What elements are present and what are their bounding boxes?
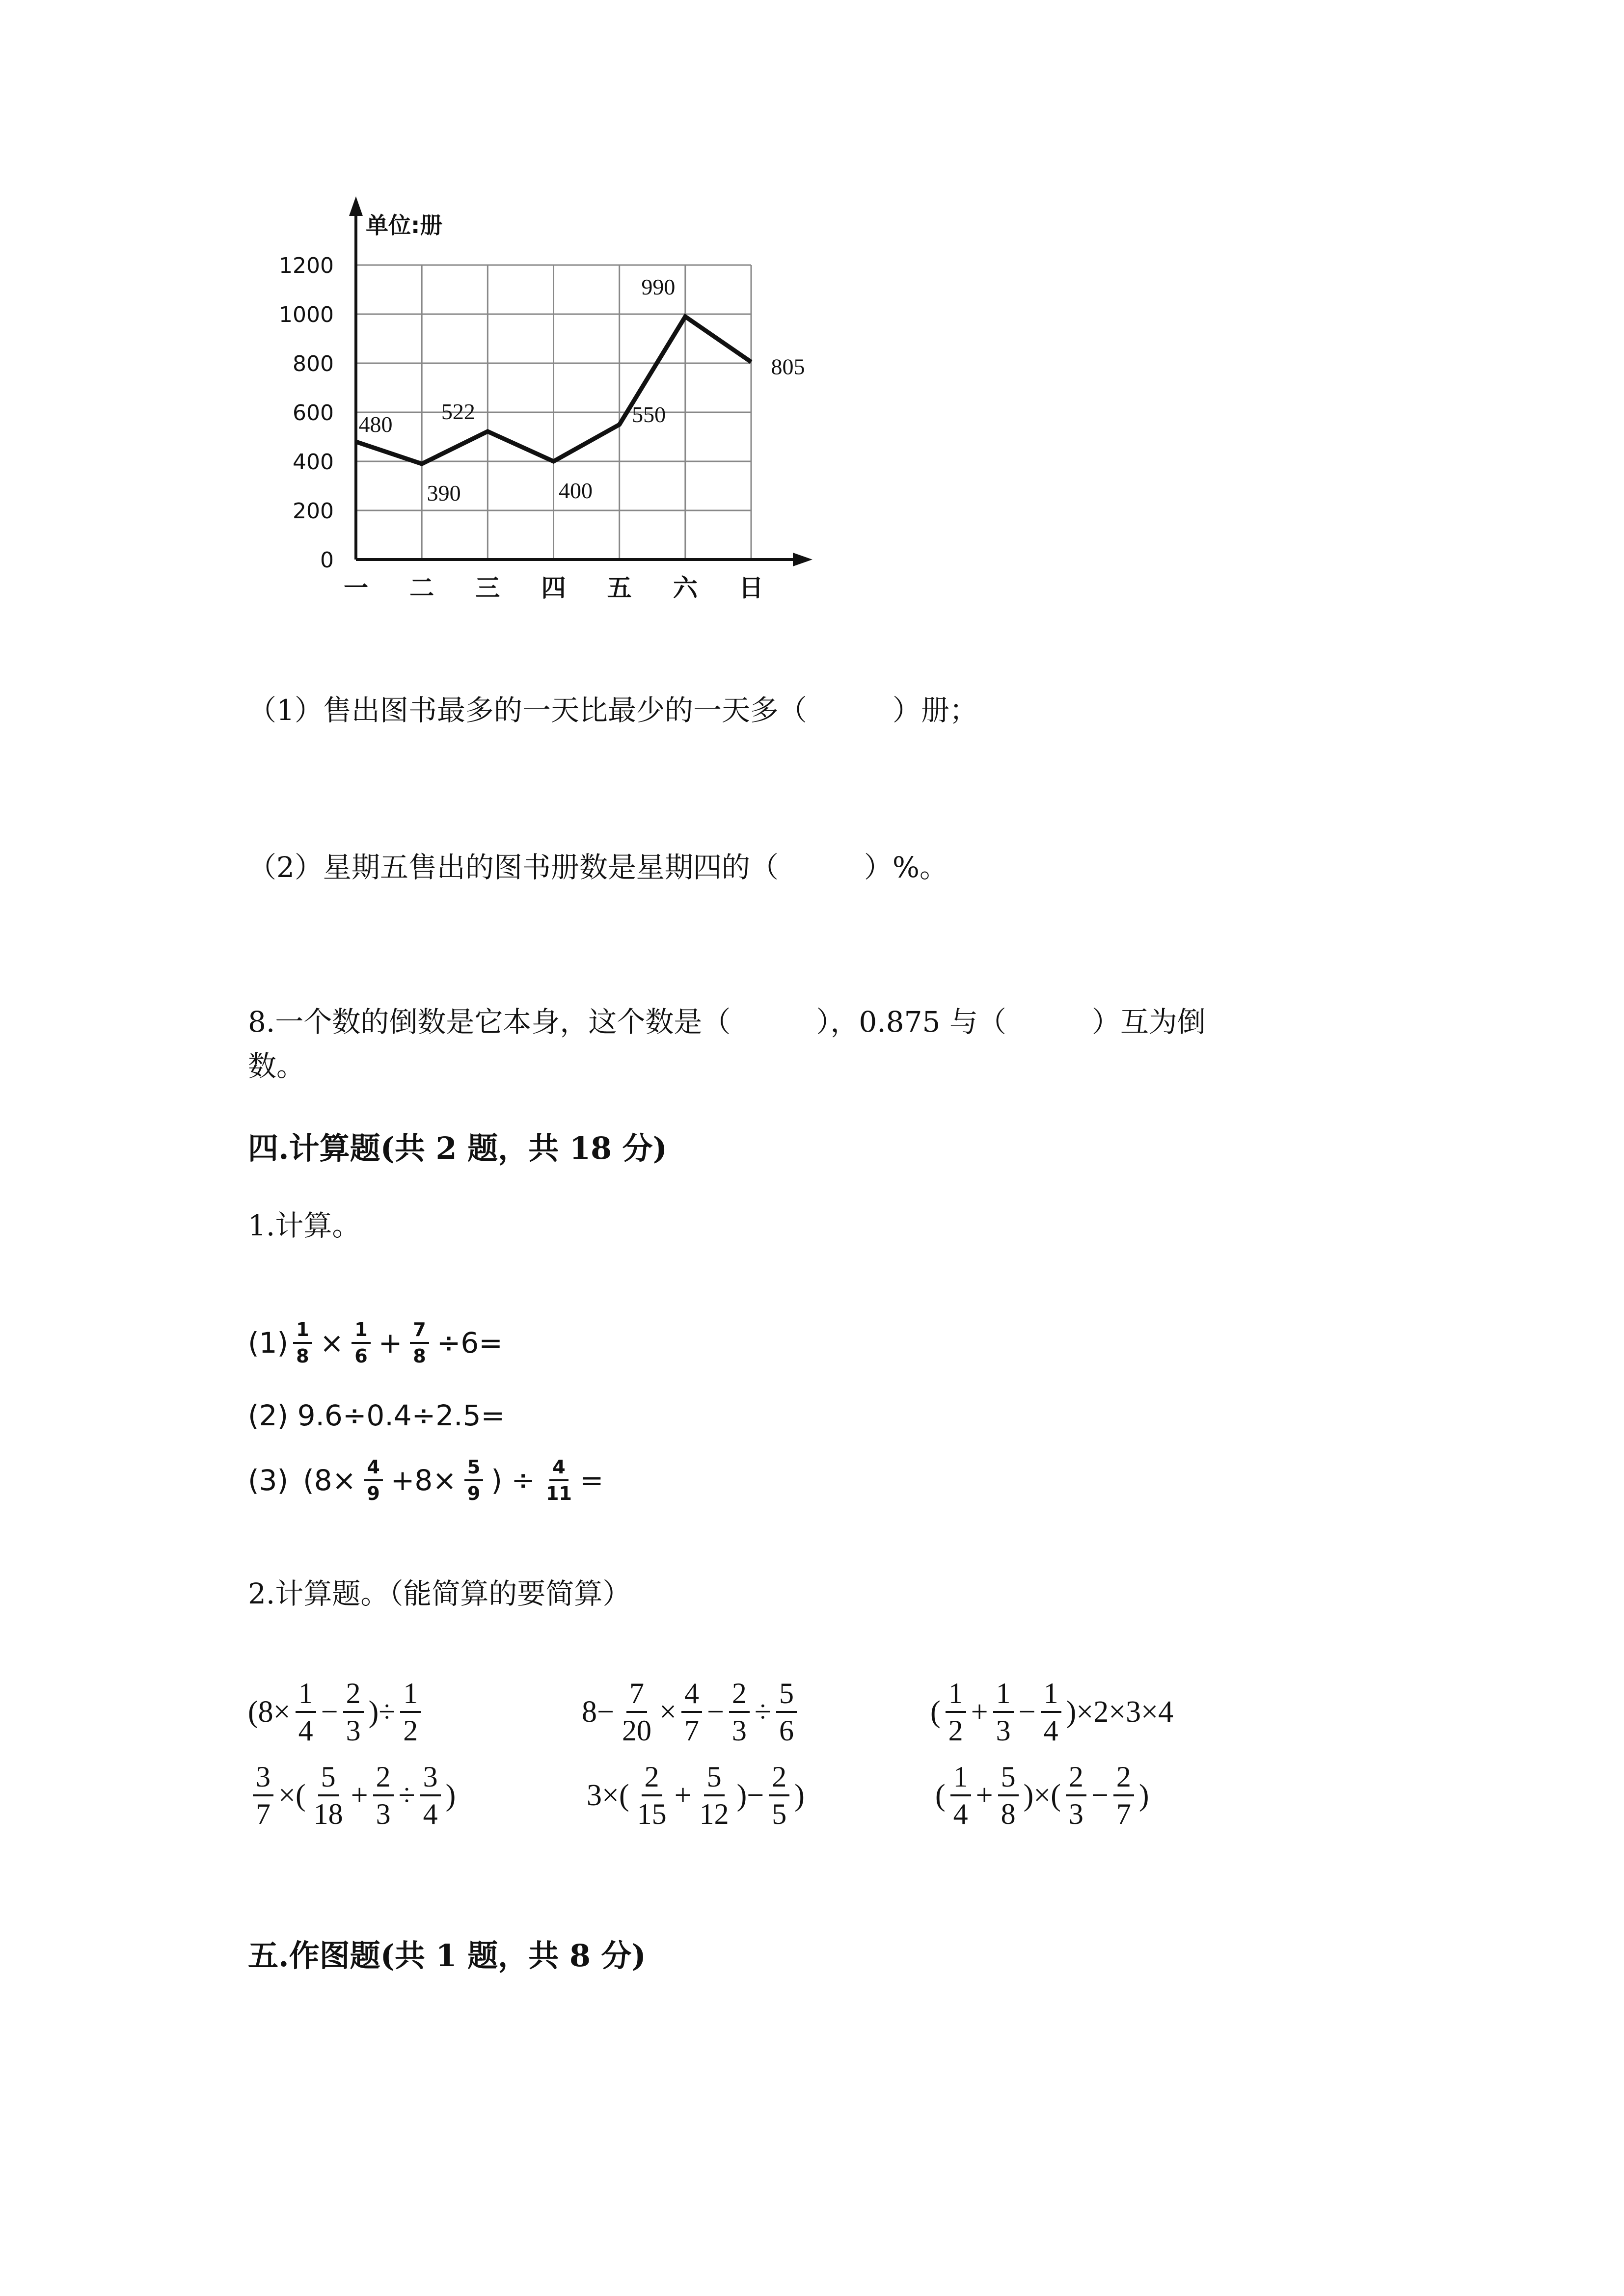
x-category-label: 二 xyxy=(409,574,434,602)
fraction: $\frac{2}{7}$ xyxy=(1113,1762,1134,1829)
fraction: $\frac{2}{3}$ xyxy=(373,1762,394,1829)
y-tick-label: 600 xyxy=(293,400,334,426)
book-sales-line-chart xyxy=(255,187,844,618)
calc-question-1-title: 1.计算。 xyxy=(248,1209,361,1242)
expression-c: ( $\frac{1}{2}$ + $\frac{1}{3}$ − $\frac{1}{4}$ )×2×3×4 xyxy=(930,1677,1174,1747)
calc-item-2: (2) 9.6÷0.4÷2.5= xyxy=(248,1399,505,1432)
y-tick-label: 0 xyxy=(320,548,334,573)
y-tick-label: 1000 xyxy=(279,302,334,327)
x-category-label: 日 xyxy=(739,574,763,602)
data-label: 400 xyxy=(559,478,593,503)
data-label: 990 xyxy=(641,274,676,299)
data-label: 480 xyxy=(358,412,393,437)
fraction: $\frac{5}{12}$ xyxy=(699,1761,729,1830)
x-category-label: 三 xyxy=(475,574,500,602)
y-axis-arrow xyxy=(349,196,363,216)
section-4-heading: 四.计算题(共 2 题，共 18 分) xyxy=(248,1130,668,1166)
data-label: 390 xyxy=(427,481,461,506)
fraction: $\frac{1}{8}$ xyxy=(293,1320,312,1365)
fraction: $\frac{4}{7}$ xyxy=(681,1679,702,1745)
data-label: 805 xyxy=(771,354,805,379)
fraction: $\frac{1}{6}$ xyxy=(352,1320,370,1365)
y-tick-label: 1200 xyxy=(279,253,334,278)
question-7-part-2: （2）星期五售出的图书册数是星期四的（ ）%。 xyxy=(248,851,948,884)
fraction: $\frac{3}{4}$ xyxy=(420,1762,441,1829)
y-tick-label: 400 xyxy=(293,450,334,475)
expression-b: 8− $\frac{7}{20}$ × $\frac{4}{7}$ − $\frac{2}{3}$ ÷ $\frac{5}{6}$ xyxy=(582,1679,802,1745)
fraction: $\frac{1}{4}$ xyxy=(296,1679,316,1745)
calc-item-1: (1) $\frac{1}{8}$ × $\frac{1}{6}$ + $\frac{7}{8}$ ÷6= xyxy=(248,1319,503,1367)
fraction: $\frac{2}{3}$ xyxy=(343,1679,364,1745)
x-category-label: 五 xyxy=(607,574,632,602)
calc-question-2-title: 2.计算题。（能简算的要简算） xyxy=(248,1577,631,1610)
fraction: $\frac{7}{20}$ xyxy=(622,1677,651,1747)
fraction: $\frac{4}{11}$ xyxy=(546,1456,572,1504)
fraction: $\frac{3}{7}$ xyxy=(253,1762,273,1829)
calc-item-3: (3) (8× $\frac{4}{9}$ +8× $\frac{5}{9}$ ) ÷ $\frac{4}{11}$ = xyxy=(248,1456,604,1504)
expression-f: ( $\frac{1}{4}$ + $\frac{5}{8}$ )×( $\frac{2}{3}$ − $\frac{2}{7}$ ) xyxy=(935,1761,1149,1830)
fraction: $\frac{2}{3}$ xyxy=(729,1679,750,1745)
fraction: $\frac{1}{2}$ xyxy=(946,1679,966,1745)
expression-e: 3×( $\frac{2}{15}$ + $\frac{5}{12}$ )− $\frac{2}{5}$ ) xyxy=(587,1761,805,1830)
expression-a: (8× $\frac{1}{4}$ − $\frac{2}{3}$ )÷ $\frac{1}{2}$ xyxy=(248,1679,426,1745)
x-category-label: 一 xyxy=(344,574,368,602)
section-5-heading: 五.作图题(共 1 题，共 8 分) xyxy=(248,1938,646,1974)
fraction: $\frac{4}{9}$ xyxy=(364,1458,382,1503)
question-8-line-2: 数。 xyxy=(248,1049,305,1083)
expression-d: $\frac{3}{7}$ ×( $\frac{5}{18}$ + $\frac{2}{3}$ ÷ $\frac{3}{4}$ ) xyxy=(248,1762,456,1829)
x-category-label: 六 xyxy=(673,574,698,602)
fraction: $\frac{2}{3}$ xyxy=(1066,1762,1086,1829)
fraction: $\frac{5}{8}$ xyxy=(998,1762,1019,1829)
unit-label: 单位:册 xyxy=(366,212,443,239)
data-label: 522 xyxy=(441,399,475,424)
fraction: $\frac{1}{4}$ xyxy=(950,1762,971,1829)
question-8-line-1: 8.一个数的倒数是它本身，这个数是（ ），0.875 与（ ）互为倒 xyxy=(248,1005,1206,1039)
fraction: $\frac{5}{6}$ xyxy=(776,1679,797,1745)
fraction: $\frac{1}{4}$ xyxy=(1041,1679,1061,1745)
x-category-label: 四 xyxy=(541,574,566,602)
x-axis-arrow xyxy=(793,553,812,566)
fraction: $\frac{1}{3}$ xyxy=(993,1679,1014,1745)
fraction: $\frac{5}{9}$ xyxy=(464,1458,483,1503)
fraction: $\frac{1}{2}$ xyxy=(400,1679,421,1745)
data-label: 550 xyxy=(632,402,666,427)
fraction: $\frac{7}{8}$ xyxy=(410,1320,429,1365)
fraction: $\frac{5}{18}$ xyxy=(313,1761,343,1830)
y-tick-label: 200 xyxy=(293,499,334,524)
question-7-part-1: （1）售出图书最多的一天比最少的一天多（ ）册； xyxy=(248,694,978,727)
fraction: $\frac{2}{15}$ xyxy=(637,1761,667,1830)
calc-item-1-label: (1) xyxy=(248,1326,289,1360)
y-tick-label: 800 xyxy=(293,351,334,376)
fraction: $\frac{2}{5}$ xyxy=(769,1762,789,1829)
